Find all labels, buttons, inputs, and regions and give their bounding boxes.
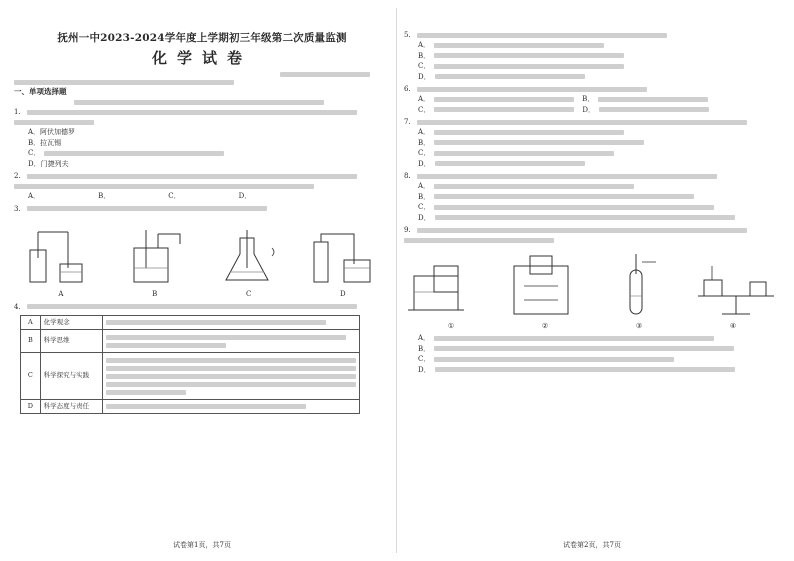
apparatus-label-b: B	[152, 289, 158, 298]
relative-atomic-masses	[14, 80, 390, 85]
q8-option-a[interactable]: A．	[418, 181, 780, 192]
q2-option-d[interactable]: D．	[238, 192, 252, 200]
q1-option-a[interactable]: A．阿伏加德罗	[28, 128, 76, 136]
question-8-stem	[417, 174, 717, 179]
experiment-1-figure	[404, 252, 492, 322]
question-1-stem	[27, 110, 357, 115]
q1-option-b[interactable]: B．拉瓦锡	[28, 138, 62, 147]
section-instructions	[74, 100, 324, 105]
question-4-stem	[27, 304, 357, 309]
question-2-stem	[27, 174, 357, 179]
experiment-2-figure	[500, 252, 588, 322]
q6-option-c[interactable]: C．	[418, 105, 574, 116]
q7-option-c[interactable]: C．	[418, 148, 780, 159]
q2-options	[28, 191, 390, 202]
page-footer-2: 试卷第2页，共7页	[563, 541, 621, 549]
question-1: 1.	[14, 107, 390, 117]
experiment-label-3: ③	[635, 322, 643, 330]
experiment-3-figure	[596, 252, 684, 322]
question-3: 3.	[14, 204, 390, 214]
section-heading: 一、单项选择题	[14, 87, 67, 96]
question-5: 5.	[404, 30, 780, 40]
question-5-stem	[417, 33, 667, 38]
experiment-label-1: ①	[447, 322, 455, 330]
question-9-stem-cont	[404, 238, 554, 243]
q1-option-c[interactable]: C．	[28, 148, 390, 159]
question-4: 4.	[14, 302, 390, 312]
question-6-stem	[417, 87, 647, 92]
q7-option-b[interactable]: B．	[418, 138, 780, 149]
question-7-stem	[417, 120, 747, 125]
apparatus-label-a: A	[58, 289, 64, 298]
experiment-labels	[404, 322, 780, 330]
q6-option-a[interactable]: A．	[418, 94, 574, 105]
q8-option-d[interactable]: D．	[418, 213, 780, 224]
q8-option-b[interactable]: B．	[418, 192, 780, 203]
q9-option-d[interactable]: D．	[418, 365, 780, 376]
question-4-table	[20, 315, 360, 414]
q6-option-b[interactable]: B．	[582, 94, 708, 105]
experiment-label-4: ④	[729, 322, 737, 330]
q6-option-d[interactable]: D．	[582, 105, 709, 116]
q2-option-c[interactable]: C．	[168, 192, 181, 200]
q5-option-c[interactable]: C．	[418, 61, 780, 72]
q6-options-ab	[418, 94, 780, 105]
q5-option-d[interactable]: D．	[418, 72, 780, 83]
q5-option-b[interactable]: B．	[418, 51, 780, 62]
question-1-stem-cont	[14, 120, 94, 125]
apparatus-figures	[14, 216, 390, 288]
apparatus-d-figure	[304, 228, 382, 288]
apparatus-a-figure	[22, 228, 100, 288]
apparatus-label-d: D	[339, 289, 346, 298]
table-row: B 科学思维	[21, 329, 360, 352]
q2-option-a[interactable]: A．	[28, 192, 41, 200]
exam-title: 抚州一中2023-2024学年度上学期初三年级第二次质量监测	[57, 32, 347, 44]
q9-option-a[interactable]: A．	[418, 333, 780, 344]
question-8: 8.	[404, 171, 780, 181]
apparatus-c-figure	[210, 228, 288, 288]
q1-option-d[interactable]: D．门捷列夫	[28, 159, 69, 168]
question-9-stem	[417, 228, 747, 233]
q9-option-b[interactable]: B．	[418, 344, 780, 355]
apparatus-label-c: C	[245, 289, 252, 298]
page-divider	[396, 8, 397, 553]
question-2: 2.	[14, 171, 390, 181]
apparatus-labels	[14, 290, 390, 298]
subject-title: 化学试卷	[151, 49, 252, 67]
exam-page-1	[14, 12, 390, 552]
q5-option-a[interactable]: A．	[418, 40, 780, 51]
exam-time-score	[14, 72, 370, 77]
page-footer-1: 试卷第1页，共7页	[173, 541, 231, 549]
table-row: C 科学探究与实践	[21, 352, 360, 399]
q2-option-b[interactable]: B．	[98, 192, 111, 200]
table-row: A 化学观念	[21, 315, 360, 329]
experiment-figures	[404, 246, 780, 322]
q7-option-a[interactable]: A．	[418, 127, 780, 138]
q9-option-c[interactable]: C．	[418, 354, 780, 365]
question-6: 6.	[404, 84, 780, 94]
table-row: D 科学态度与责任	[21, 399, 360, 413]
question-7: 7.	[404, 117, 780, 127]
question-9: 9.	[404, 225, 780, 235]
experiment-4-figure	[692, 252, 780, 322]
q8-option-c[interactable]: C．	[418, 202, 780, 213]
question-3-stem	[27, 206, 267, 211]
apparatus-b-figure	[116, 228, 194, 288]
q7-option-d[interactable]: D．	[418, 159, 780, 170]
q6-options-cd	[418, 105, 780, 116]
exam-page-2	[404, 12, 780, 552]
experiment-label-2: ②	[541, 322, 549, 330]
question-2-stem-cont	[14, 184, 314, 189]
